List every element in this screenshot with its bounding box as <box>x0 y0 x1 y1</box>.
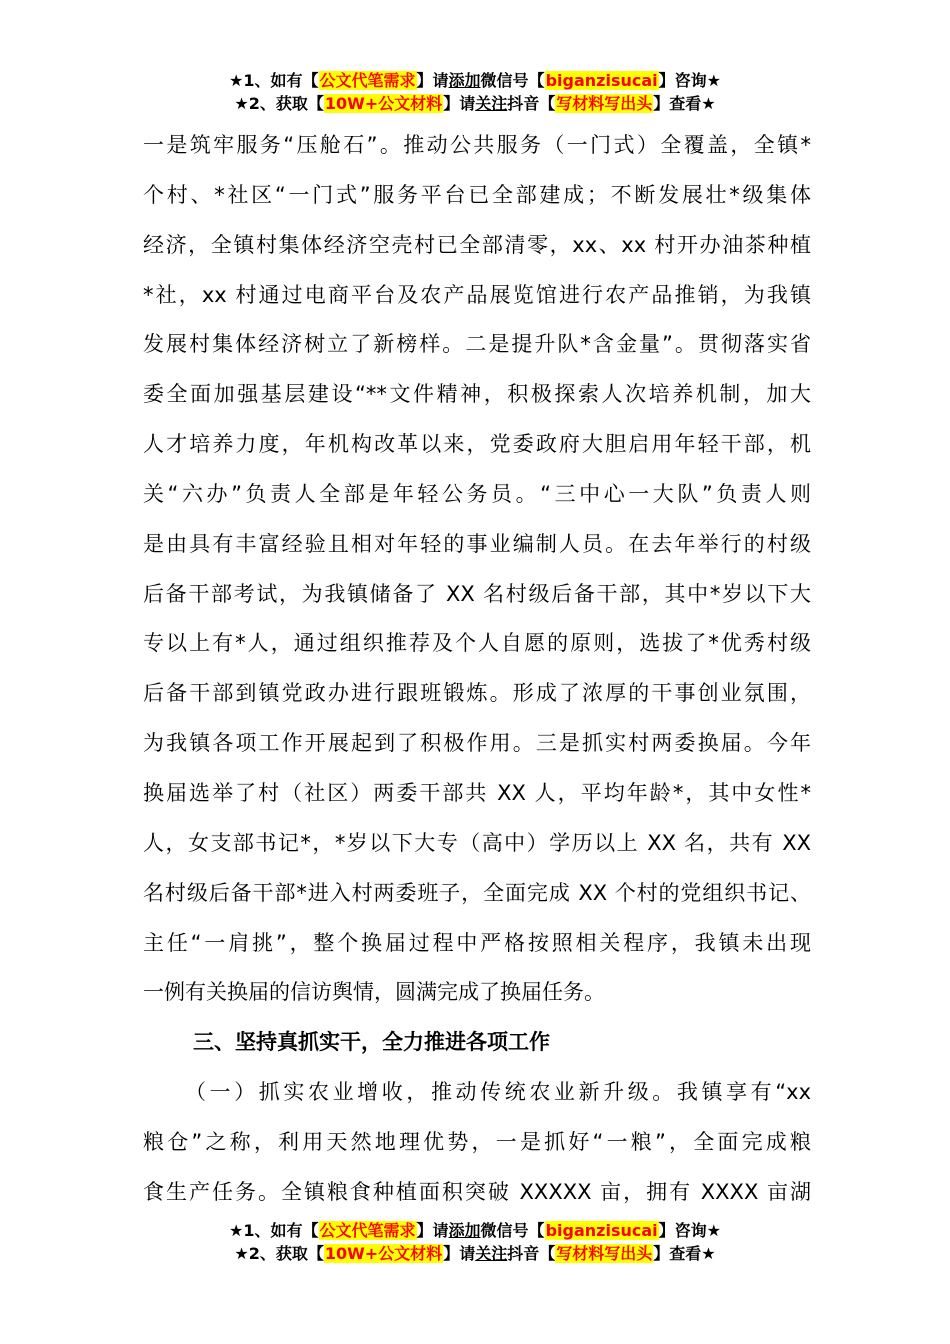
underlined-text: 添加 <box>448 1221 481 1240</box>
body-line: 人才培养力度，年机构改革以来，党委政府大胆启用年轻干部，机 <box>143 432 811 457</box>
banner-text: 抖音【 <box>507 1244 556 1263</box>
body-line: 粮仓”之称，利用天然地理优势，一是抓好“一粮”，全面完成粮 <box>143 1129 811 1154</box>
body-line: 委全面加强基层建设“**文件精神，积极探索人次培养机制，加大 <box>143 382 811 407</box>
banner-text: ★1、如有【 <box>229 1221 319 1240</box>
highlight-text: 公文代笔需求 <box>319 71 416 90</box>
wechat-id-highlight: biganzisucai <box>545 1221 658 1240</box>
banner-line-2 <box>0 1243 950 1266</box>
body-line: 后备干部考试，为我镇储备了 XX 名村级后备干部，其中*岁以下大 <box>143 581 811 606</box>
banner-text: ★2、获取【 <box>234 94 324 113</box>
header-banner <box>0 70 950 116</box>
banner-text: 抖音【 <box>507 94 556 113</box>
body-line: *社，xx 村通过电商平台及农产品展览馆进行农产品推销，为我镇 <box>143 282 811 307</box>
douyin-id-highlight: 写材料写出头 <box>556 94 653 113</box>
body-line: 发展村集体经济树立了新榜样。二是提升队*含金量”。贯彻落实省 <box>143 332 811 357</box>
body-line: 名村级后备干部*进入村两委班子，全面完成 XX 个村的党组织书记、 <box>143 880 811 905</box>
section-heading: 三、坚持真抓实干，全力推进各项工作 <box>193 1030 550 1055</box>
body-line: 为我镇各项工作开展起到了积极作用。三是抓实村两委换届。今年 <box>143 731 811 756</box>
banner-text: 】请 <box>443 94 476 113</box>
footer-banner <box>0 1220 950 1266</box>
body-line: 后备干部到镇党政办进行跟班锻炼。形成了浓厚的干事创业氛围， <box>143 681 811 706</box>
banner-line-2 <box>0 93 950 116</box>
body-line: 是由具有丰富经验且相对年轻的事业编制人员。在去年举行的村级 <box>143 531 811 556</box>
body-line: 个村、*社区“一门式”服务平台已全部建成；不断发展壮*级集体 <box>143 182 811 207</box>
banner-text: 】咨询★ <box>658 1221 721 1240</box>
body-line: 关“六办”负责人全部是年轻公务员。“三中心一大队”负责人则 <box>143 481 811 506</box>
banner-text: 】咨询★ <box>658 71 721 90</box>
banner-text: 】查看★ <box>653 1244 716 1263</box>
body-line: 主任“一肩挑”，整个换届过程中严格按照相关程序，我镇未出现 <box>143 930 811 955</box>
banner-text: ★1、如有【 <box>229 71 319 90</box>
wechat-id-highlight: biganzisucai <box>545 71 658 90</box>
body-line: 专以上有*人，通过组织推荐及个人自愿的原则，选拔了*优秀村级 <box>143 631 811 656</box>
banner-text: 】请 <box>443 1244 476 1263</box>
banner-text: 微信号【 <box>480 1221 545 1240</box>
highlight-text: 公文代笔需求 <box>319 1221 416 1240</box>
body-line: （一）抓实农业增收，推动传统农业新升级。我镇享有“xx <box>185 1080 811 1105</box>
body-line: 一例有关换届的信访舆情，圆满完成了换届任务。 <box>143 980 605 1005</box>
body-line: 食生产任务。全镇粮食种植面积突破 XXXXX 亩，拥有 XXXX 亩湖 <box>143 1179 811 1204</box>
douyin-id-highlight: 写材料写出头 <box>556 1244 653 1263</box>
highlight-text: 10W+公文材料 <box>324 94 443 113</box>
banner-text: 微信号【 <box>480 71 545 90</box>
underlined-text: 添加 <box>448 71 481 90</box>
banner-text: 】请 <box>416 1221 449 1240</box>
banner-line-1 <box>0 70 950 93</box>
banner-text: ★2、获取【 <box>234 1244 324 1263</box>
document-body <box>143 121 811 1218</box>
banner-line-1 <box>0 1220 950 1243</box>
banner-text: 】请 <box>416 71 449 90</box>
body-line: 经济，全镇村集体经济空壳村已全部清零，xx、xx 村开办油茶种植 <box>143 232 811 257</box>
body-line: 一是筑牢服务“压舱石”。推动公共服务（一门式）全覆盖，全镇* <box>143 133 811 157</box>
body-line: 换届选举了村（社区）两委干部共 XX 人，平均年龄*，其中女性* <box>143 780 811 805</box>
banner-text: 】查看★ <box>653 94 716 113</box>
body-line: 人，女支部书记*，*岁以下大专（高中）学历以上 XX 名，共有 XX <box>143 830 811 855</box>
highlight-text: 10W+公文材料 <box>324 1244 443 1263</box>
underlined-text: 关注 <box>475 94 508 113</box>
underlined-text: 关注 <box>475 1244 508 1263</box>
